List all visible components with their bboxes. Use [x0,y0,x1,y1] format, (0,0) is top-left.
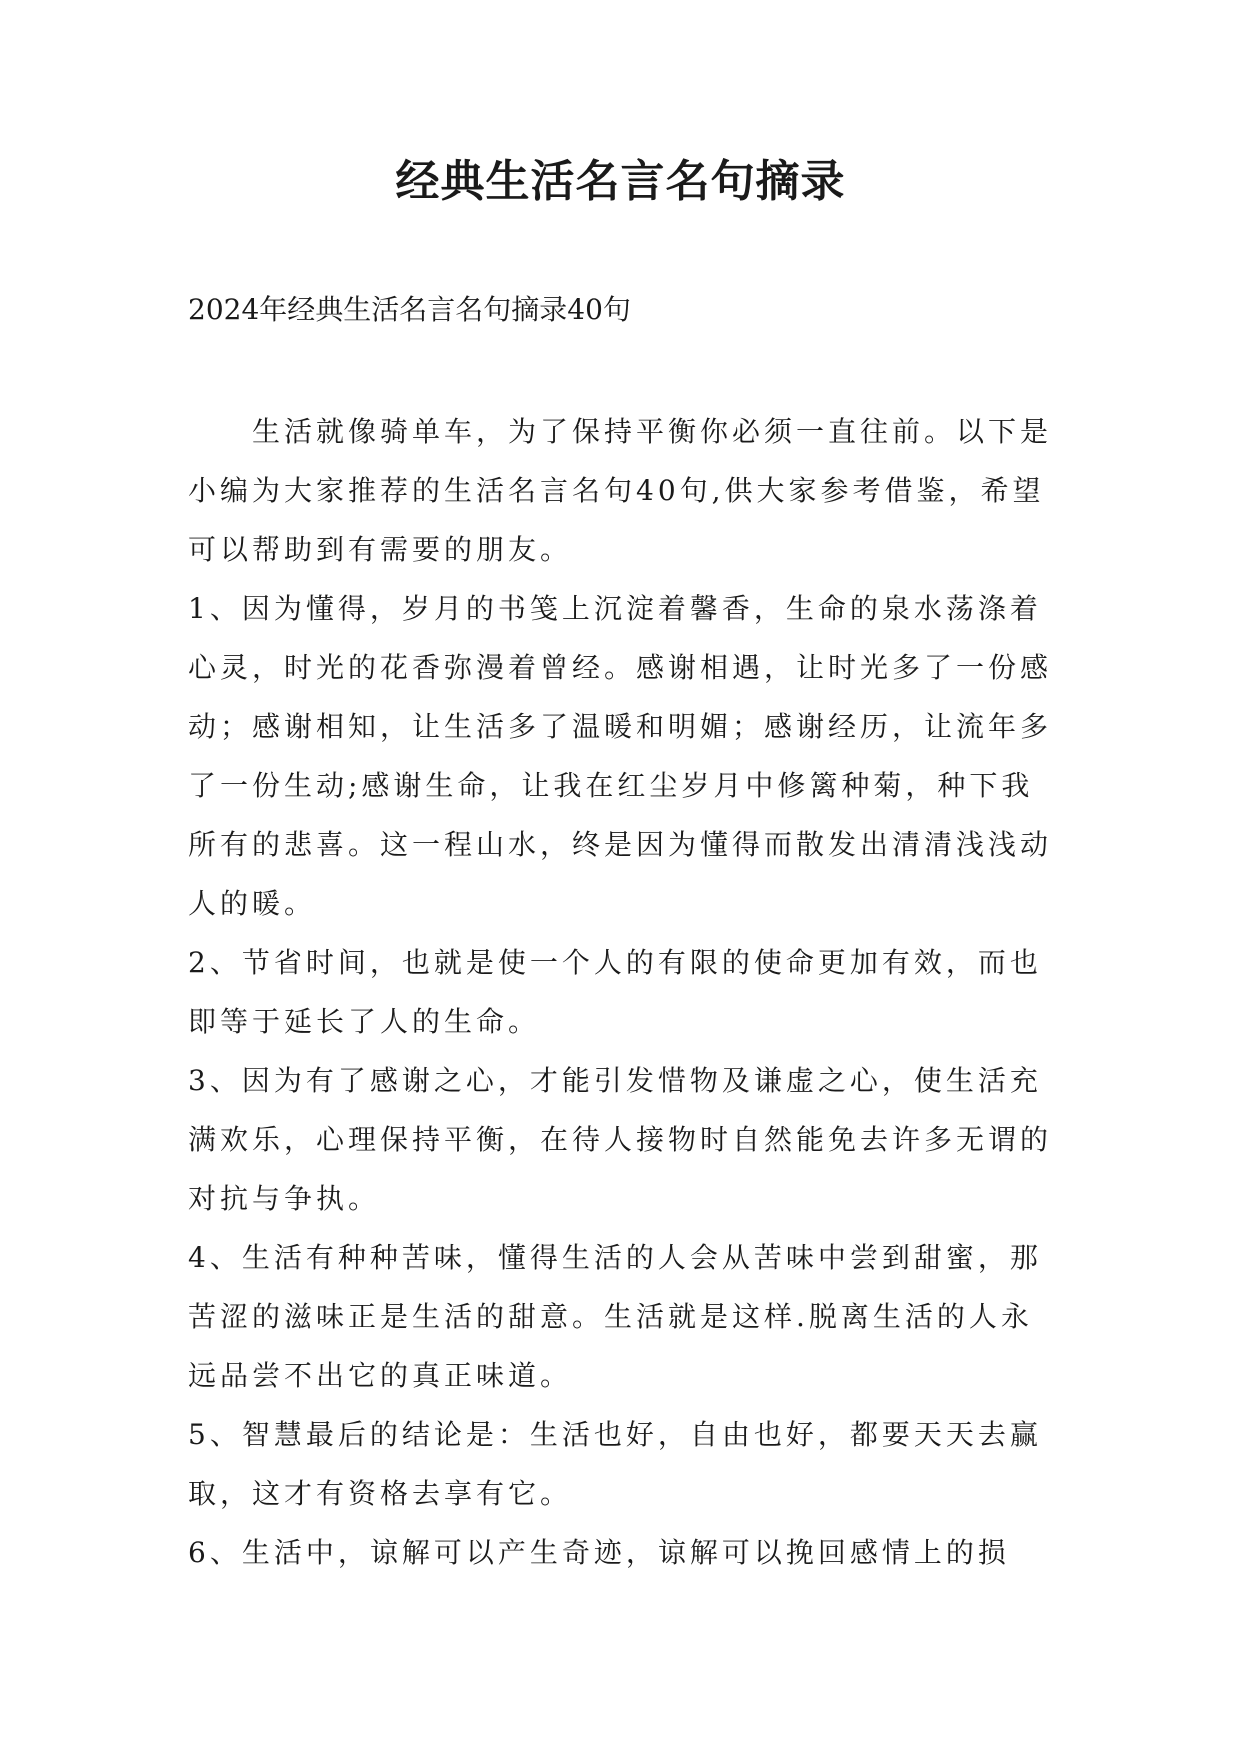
quote-paragraph-2: 2、节省时间，也就是使一个人的有限的使命更加有效，而也即等于延长了人的生命。 [188,946,1042,1038]
quote-paragraph-6: 6、生活中，谅解可以产生奇迹，谅解可以挽回感情上的损 [188,1536,1010,1569]
quote-paragraph-1: 1、因为懂得，岁月的书笺上沉淀着馨香，生命的泉水荡涤着心灵，时光的花香弥漫着曾经。感谢相遇，让时光多了一份感动；感谢相知，让生活多了温暖和明媚；感谢经历，让流年多了一份生动;感谢生命，让我在红尘岁月中修篱种菊，种下我所有的悲喜。这一程山水，终是因为懂得而散发出清清浅浅动人的暖。 [188,592,1053,920]
quote-paragraph-5: 5、智慧最后的结论是：生活也好，自由也好，都要天天去赢取，这才有资格去享有它。 [188,1418,1042,1510]
intro-paragraph: 生活就像骑单车，为了保持平衡你必须一直往前。以下是小编为大家推荐的生活名言名句40句,供大家参考借鉴，希望可以帮助到有需要的朋友。 [188,415,1053,566]
quote-paragraph-4: 4、生活有种种苦味，懂得生活的人会从苦味中尝到甜蜜，那苦涩的滋味正是生活的甜意。生活就是这样.脱离生活的人永远品尝不出它的真正味道。 [188,1241,1042,1392]
document-subtitle: 2024年经典生活名言名句摘录40句 [188,293,631,326]
quote-paragraph-3: 3、因为有了感谢之心，才能引发惜物及谦虚之心，使生活充满欢乐，心理保持平衡，在待人接物时自然能免去许多无谓的对抗与争执。 [188,1064,1053,1215]
document-body [188,402,1064,1582]
document-title: 经典生活名言名句摘录 [395,156,846,207]
